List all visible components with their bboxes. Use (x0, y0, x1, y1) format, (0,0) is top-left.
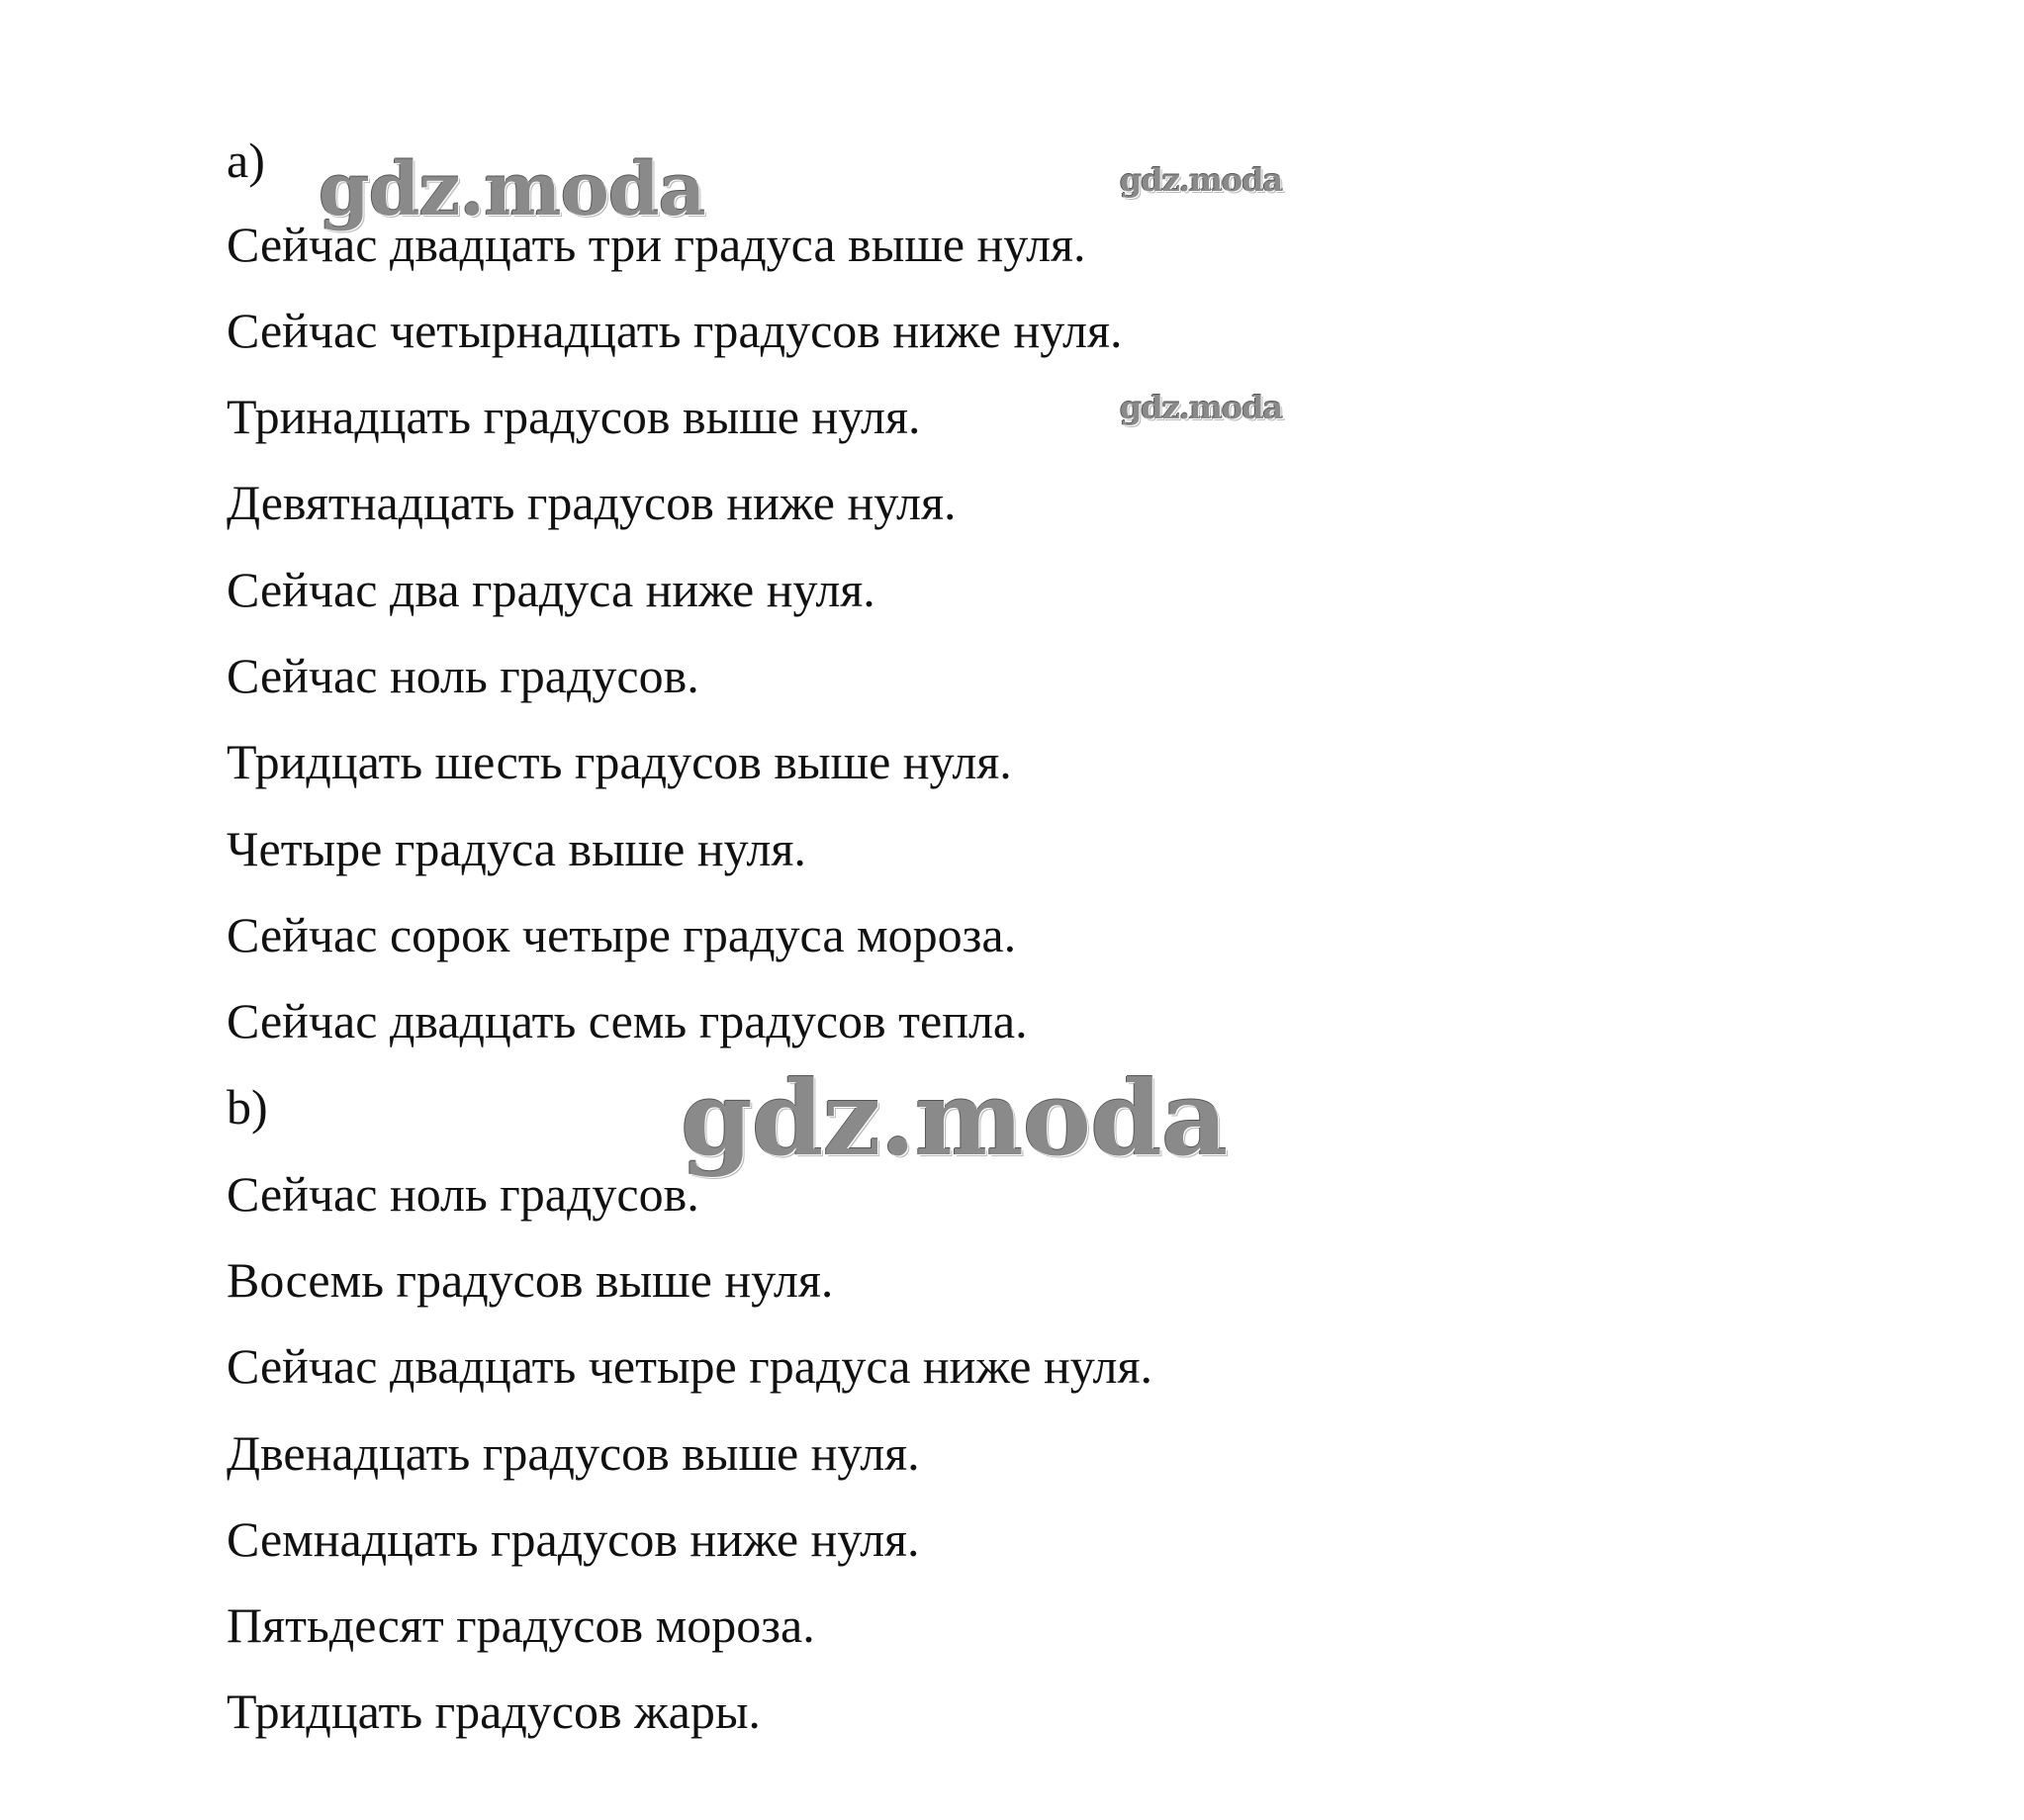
section-a-line-3: Тринадцать градусов выше нуля. (227, 389, 921, 444)
section-b-line-1: Сейчас ноль градусов. (227, 1166, 699, 1222)
watermark-huge-middle: gdz.moda (681, 1057, 1228, 1179)
section-b-label: b) (227, 1079, 268, 1135)
section-b-line-5: Семнадцать градусов ниже нуля. (227, 1511, 920, 1567)
section-a-line-6: Сейчас ноль градусов. (227, 648, 699, 703)
section-a-label: a) (227, 133, 265, 188)
section-a-line-7: Тридцать шесть градусов выше нуля. (227, 734, 1012, 789)
section-a-line-10: Сейчас двадцать семь градусов тепла. (227, 993, 1028, 1048)
watermark-large-top: gdz.moda (319, 147, 705, 232)
section-b-line-6: Пятьдесят градусов мороза. (227, 1597, 815, 1653)
section-b-line-2: Восемь градусов выше нуля. (227, 1252, 834, 1308)
section-b-line-7: Тридцать градусов жары. (227, 1684, 761, 1739)
section-a-line-2: Сейчас четырнадцать градусов ниже нуля. (227, 303, 1123, 358)
section-a-line-5: Сейчас два градуса ниже нуля. (227, 562, 875, 617)
section-b-line-4: Двенадцать градусов выше нуля. (227, 1425, 920, 1481)
section-a-line-1: Сейчас двадцать три градуса выше нуля. (227, 217, 1086, 272)
watermark-small-top: gdz.moda (1120, 161, 1283, 199)
watermark-small-middle: gdz.moda (1120, 389, 1283, 426)
section-a-line-9: Сейчас сорок четыре градуса мороза. (227, 907, 1017, 962)
section-a-line-4: Девятнадцать градусов ниже нуля. (227, 475, 957, 530)
section-a-line-8: Четыре градуса выше нуля. (227, 821, 806, 876)
section-b-line-3: Сейчас двадцать четыре градуса ниже нуля. (227, 1338, 1152, 1394)
